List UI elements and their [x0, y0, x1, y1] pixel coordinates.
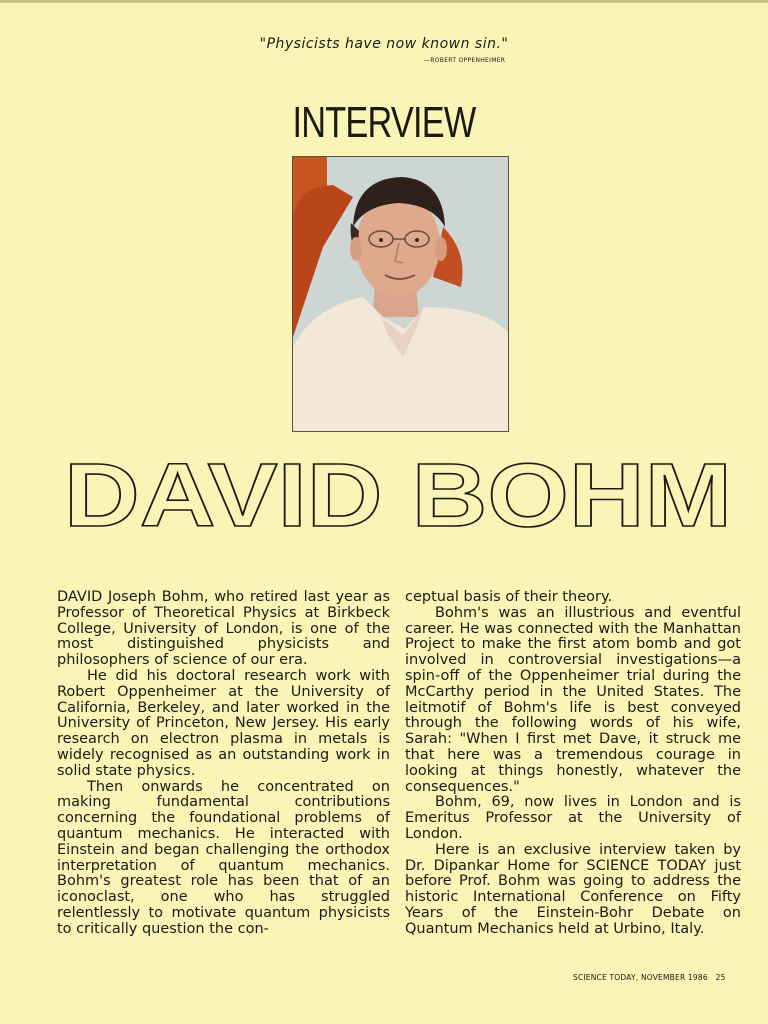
paragraph: DAVID Joseph Bohm, who retired last year as Professor of Theoretical Physics at Birkbeck College, University of London, is one of the most distinguished physicists and philosophers of science of our era. — [57, 589, 390, 669]
page-footer — [573, 973, 726, 982]
paragraph: Bohm, 69, now lives in London and is Emeritus Professor at the University of London. — [405, 794, 741, 842]
header-quote: "Physicists have now known sin." — [259, 36, 509, 52]
paragraph: Bohm's was an illustrious and eventful career. He was connected with the Manhattan Project to make the first atom bomb and got involved in controversial investigations—a spin-off of the Oppenheimer trial during the McCarthy period in the United States. The leitmotif of Bohm's life is best conveyed through the following words of his wife, Sarah: "When I first met Dave, it struck me that here was a tremendous courage in looking at things honestly, whatever the consequences." — [405, 604, 741, 795]
portrait-photo-icon — [293, 157, 508, 431]
paragraph: Here is an exclusive interview taken by Dr. Dipankar Home for SCIENCE TODAY just before Prof. Bohm was going to address the historic International Conference on Fifty Years of the Einstein-Bohr Debate on Quantum Mechanics held at Urbino, Italy. — [405, 841, 741, 937]
page-number: 25 — [715, 973, 726, 982]
name-title-text: DAVID BOHM — [64, 452, 732, 534]
section-title: INTERVIEW — [292, 98, 476, 147]
quote-attribution: —ROBERT OPPENHEIMER — [424, 57, 506, 64]
body-column-left — [57, 590, 390, 938]
portrait-photo — [292, 156, 509, 432]
body-column-right — [405, 590, 741, 938]
paragraph: Then onwards he concentrated on making fundamental contributions concerning the foundational problems of quantum mechanics. He interacted with Einstein and began challenging the orthodox interpretation of quantum mechanics. Bohm's greatest role has been that of an iconoclast, one who has struggled relentlessly to motivate quantum physicists to critically question the con- — [57, 778, 390, 937]
page-top-edge — [0, 0, 768, 3]
publication-line: SCIENCE TODAY, NOVEMBER 1986 — [573, 973, 708, 982]
paragraph: ceptual basis of their theory. — [405, 589, 613, 605]
paragraph: He did his doctoral research work with Robert Oppenheimer at the University of California, Berkeley, and later worked in the University of Princeton, New Jersey. His early research on electron plasma in metals is widely recognised as an outstanding work in solid state physics. — [57, 667, 390, 779]
interviewee-name-title — [62, 452, 734, 534]
